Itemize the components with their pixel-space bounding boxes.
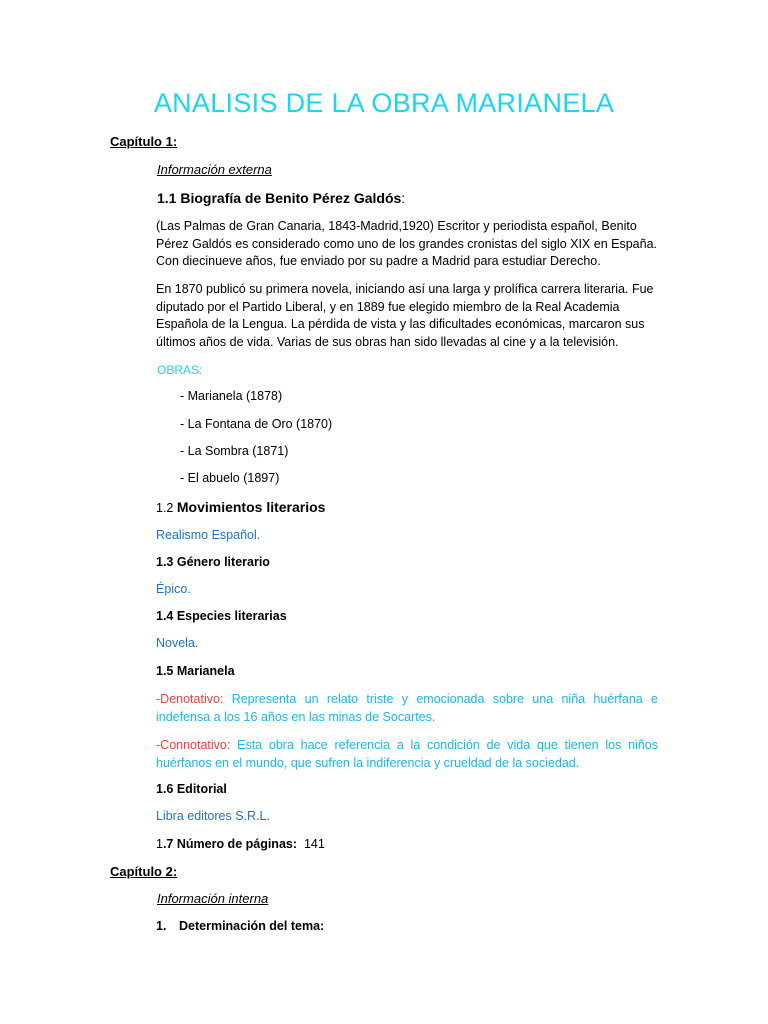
section-1-7-title: .7 Número de páginas: [162, 837, 298, 851]
section-1-6-heading: 1.6 Editorial [156, 782, 227, 796]
connotativo-text: Esta obra hace referencia a la condición de vida que tienen los niños huérfanos en el mundo, que sufren la indiferencia y crueldad de la sociedad. [156, 738, 658, 770]
obra-item: - El abuelo (1897) [180, 471, 280, 485]
chapter-2-subheading: Información interna [157, 891, 269, 906]
section-1-7-heading [156, 837, 325, 851]
obra-item: - Marianela (1878) [180, 389, 283, 403]
connotativo-label: -Connotativo: [156, 738, 231, 752]
obras-label: OBRAS: [157, 363, 203, 377]
obra-item: - La Sombra (1871) [180, 444, 289, 458]
chapter-1-heading: Capítulo 1: [110, 134, 178, 149]
section-1-2-number: 1.2 [156, 501, 177, 515]
chapter-2-item-1 [156, 919, 324, 933]
connotativo-paragraph [156, 737, 658, 772]
section-1-2-heading [156, 499, 325, 515]
section-1-3-heading: 1.3 Género literario [156, 555, 270, 569]
document-title: ANALISIS DE LA OBRA MARIANELA [153, 88, 615, 118]
chapter-2-heading: Capítulo 2: [110, 864, 178, 879]
biography-paragraph-1: (Las Palmas de Gran Canaria, 1843-Madrid,1920) Escritor y periodista español, Benito Pérez Galdós es considerado como uno de los grandes cronistas del siglo XIX en España. Con diecinueve años, fue enviado por su padre a Madrid para estudiar Derecho. [156, 219, 657, 269]
list-item-text: Determinación del tema: [179, 919, 325, 933]
section-1-1-title: 1.1 Biografía de Benito Pérez Galdós [157, 190, 402, 206]
page-count-value: 141 [297, 837, 325, 851]
section-1-4-heading: 1.4 Especies literarias [156, 609, 287, 623]
section-1-1-heading [157, 190, 405, 206]
section-1-2-title: Movimientos literarios [176, 499, 326, 515]
section-1-2-value: Realismo Español. [156, 528, 261, 542]
section-1-4-value: Novela. [156, 636, 199, 650]
chapter-1-subheading: Información externa [157, 162, 272, 177]
section-1-7-prefix: 1 [156, 837, 163, 851]
section-1-5-heading: 1.5 Marianela [156, 664, 235, 678]
obra-item: - La Fontana de Oro (1870) [180, 417, 333, 431]
denotativo-text: Representa un relato triste y emocionada sobre una niña huérfana e indefensa a los 16 años en las minas de Socartes. [156, 692, 658, 724]
denotativo-paragraph [156, 691, 658, 726]
list-number: 1. [156, 919, 167, 933]
section-1-3-value: Épico. [156, 582, 191, 596]
denotativo-label: -Denotativo: [156, 692, 224, 706]
section-1-1-colon: : [401, 190, 406, 206]
biography-paragraph-2: En 1870 publicó su primera novela, iniciando así una larga y prolífica carrera literaria. Fue diputado por el Partido Liberal, y en 1889 fue elegido miembro de la Real Academia Española de la Lengua. La pérdida de vista y las dificultades económicas, marcaron sus últimos años de vida. Varias de sus obras han sido llevadas al cine y a la televisión. [156, 282, 654, 349]
section-1-6-value: Libra editores S.R.L. [156, 809, 270, 823]
